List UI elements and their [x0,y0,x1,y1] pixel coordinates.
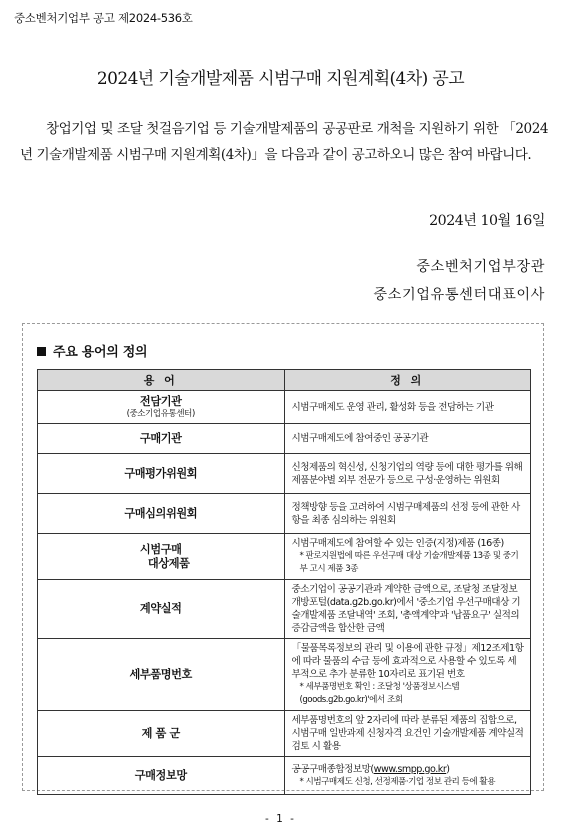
definition-cell [284,454,531,494]
definition-cell [284,580,531,639]
glossary-heading-text: 주요 용어의 정의 [53,345,148,360]
definition-text: 시범구매 일반과제 신청자격 요건인 기술개발제품 계약실적 검토 시 활용 [291,728,524,752]
definition-cell [284,494,531,534]
definition-text: 중소기업이 공공기관과 계약한 금액으로, 조달청 조달정보개방포털(data.g2b.go.kr)에서 '중소기업 우선구매대상 기술개발제품 조달내역' 조회, '총액계약'과 '납품요구' 실적의 증감금액을 합산한 금액 [291,584,521,634]
definition-text: 정책방향 등을 고려하여 시범구매제품의 선정 등에 관한 사항을 최종 심의하는 위원회 [291,501,520,526]
definition-text: 세부품명번호의 앞 2자리에 따라 분류된 제품의 집합으로, [291,715,517,726]
table-row [38,424,531,454]
definition-note: * 판로지원법에 따른 우선구매 대상 기술개발제품 13종 및 중기부 고시 제품 3종 [299,551,519,574]
definition-column-header: 정 의 [284,370,531,391]
glossary-table [37,369,531,795]
term-cell [38,424,285,454]
table-row [38,534,531,580]
glossary-heading [37,341,147,360]
document-number: 중소벤처기업부 공고 제2024-536호 [14,11,193,25]
definition-text: 공공구매종합정보망( [291,763,374,775]
definition-text: ) [446,763,450,775]
definition-text: 시범구매제도에 참여할 수 있는 인증(지정)제품 (16종) [291,538,504,549]
term-sublabel: (중소기업유통센터) [126,408,195,419]
term-label: 제 품 군 [141,726,180,740]
term-cell [38,711,285,757]
term-cell [38,494,285,534]
issuer-center: 중소기업유통센터대표이사 [373,287,545,303]
definition-text: 시범구매제도 운영 관리, 활성화 등을 전담하는 기관 [291,401,494,413]
term-label: 전담기관 [139,394,182,408]
document-title: 2024년 기술개발제품 시범구매 지원계획(4차) 공고 [96,69,465,89]
term-cell [38,391,285,424]
issuer-ministry: 중소벤처기업부장관 [416,259,545,275]
page-number: - 1 - [265,813,296,825]
term-label-line2: 대상제품 [147,556,190,570]
definition-note: * 시범구매제도 신청, 선정제품·기업 정보 관리 등에 활용 [299,776,496,787]
definition-text: 시범구매제도에 참여중인 공공기관 [291,433,429,444]
term-cell [38,580,285,639]
table-row [38,639,531,711]
table-row [38,494,531,534]
announcement-date: 2024년 10월 16일 [429,213,545,229]
term-cell [38,534,285,580]
definition-cell [284,534,531,580]
smpp-link[interactable]: www.smpp.go.kr [373,763,447,775]
term-label: 구매정보망 [134,768,187,782]
definition-cell [284,391,531,424]
definition-text: 신청제품의 혁신성, 신청기업의 역량 등에 대한 평가를 위해 제품분야별 외부 전문가 등으로 구성·운영하는 위원회 [291,461,523,486]
square-bullet-icon [37,347,46,356]
table-row [38,757,531,795]
term-label: 구매평가위원회 [124,466,198,480]
definition-note: * 세부품명번호 확인 : 조달청 '상품정보시스템(goods.g2b.go.kr)'에서 조회 [299,682,460,705]
term-label: 구매심의위원회 [124,506,198,520]
table-row [38,711,531,757]
table-row [38,580,531,639]
table-row [38,391,531,424]
definition-cell [284,711,531,757]
glossary-header-row [38,370,531,391]
intro-paragraph: 창업기업 및 조달 첫걸음기업 등 기술개발제품의 공공판로 개척을 지원하기 위한 「2024년 기술개발제품 시범구매 지원계획(4차)」을 다음과 같이 공고하오니 많은 참여 바랍니다. [20,121,548,163]
term-label: 계약실적 [139,602,182,615]
term-cell [38,639,285,711]
term-column-header: 용 어 [38,370,285,391]
definition-cell [284,757,531,795]
definition-cell [284,639,531,711]
term-label: 세부품명번호 [129,667,192,681]
definition-text: 「물품목록정보의 관리 및 이용에 관한 규정」제12조제1항에 따라 물품의 수급 등에 효과적으로 사용할 수 있도록 세부적으로 추가 분류한 10자리로 표기된 번호 [291,643,524,680]
term-cell [38,454,285,494]
definition-cell [284,424,531,454]
term-label: 구매기관 [139,431,182,445]
table-row [38,454,531,494]
term-cell [38,757,285,795]
glossary-box [22,323,544,791]
term-label: 시범구매 [139,542,182,556]
